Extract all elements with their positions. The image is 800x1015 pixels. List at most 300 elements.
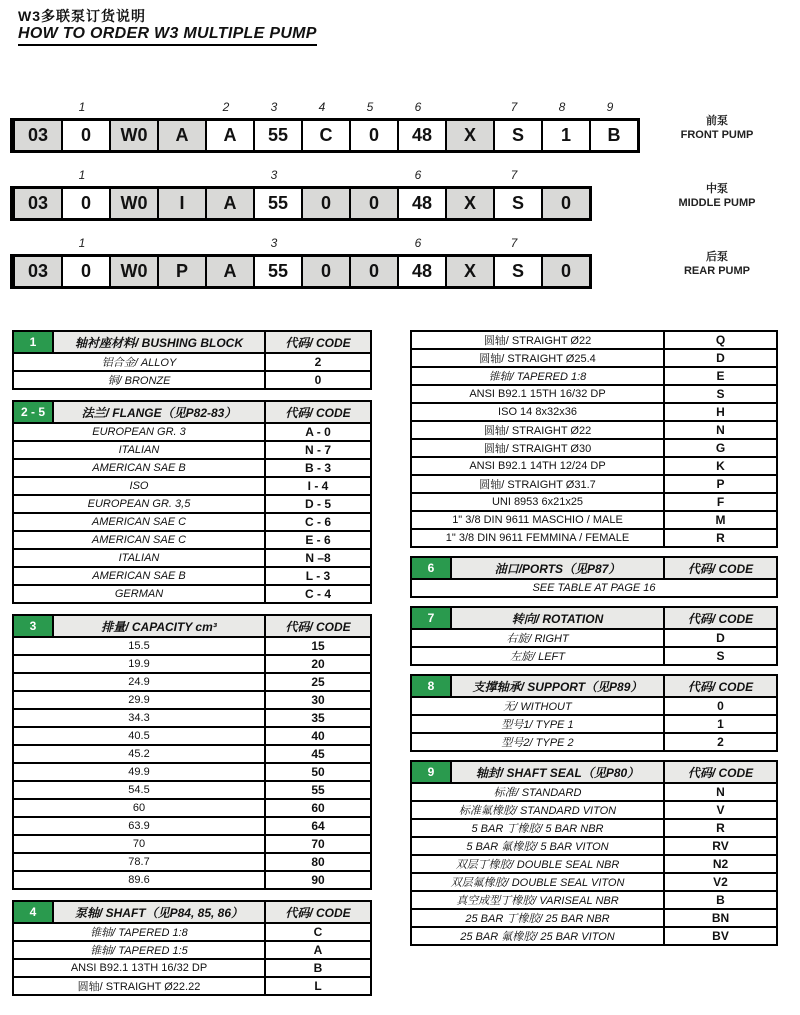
table-title: 排量/ CAPACITY cm³ — [101, 619, 217, 634]
option-code: 1 — [663, 716, 776, 732]
option-code: Q — [663, 332, 776, 348]
option-code: L — [264, 978, 370, 994]
table-row — [14, 656, 370, 674]
table-row — [412, 910, 776, 928]
code-cell: A — [205, 189, 253, 218]
table-title: 油口/PORTS（见P87） — [494, 561, 621, 576]
front-pump-label — [642, 114, 792, 142]
position-number — [106, 236, 154, 254]
option-name: 25 BAR 丁橡胶/ 25 BAR NBR — [465, 913, 610, 925]
position-number — [538, 236, 586, 254]
shaft-table — [12, 900, 372, 996]
code-cell: A — [157, 121, 205, 150]
option-name: 铝合金/ ALLOY — [101, 357, 177, 369]
option-code: 90 — [264, 872, 370, 888]
table-row — [412, 802, 776, 820]
option-name: 1" 3/8 DIN 9611 MASCHIO / MALE — [452, 514, 623, 526]
code-header: 代码/ CODE — [264, 616, 370, 636]
option-code: 64 — [264, 818, 370, 834]
table-row — [14, 960, 370, 978]
code-cell: 0 — [541, 189, 589, 218]
code-cells — [10, 254, 592, 289]
option-name: 63.9 — [128, 820, 150, 832]
table-row — [412, 928, 776, 944]
code-cell: 0 — [301, 189, 349, 218]
position-number — [10, 236, 58, 254]
option-name: AMERICAN SAE B — [92, 570, 186, 582]
option-code: 40 — [264, 728, 370, 744]
table-row — [14, 978, 370, 994]
code-cell: 0 — [349, 257, 397, 286]
position-numbers — [10, 168, 592, 186]
shaft-seal-table — [410, 760, 778, 946]
option-name: ITALIAN — [118, 444, 160, 456]
option-name: ANSI B92.1 13TH 16/32 DP — [70, 962, 208, 974]
option-name: 15.5 — [128, 640, 150, 652]
option-code: G — [663, 440, 776, 456]
option-name: 1" 3/8 DIN 9611 FEMMINA / FEMALE — [445, 532, 630, 544]
shaft-codes-continued-table — [410, 330, 778, 548]
table-title: 转向/ ROTATION — [511, 611, 604, 626]
option-name: 铜/ BRONZE — [107, 375, 171, 387]
table-row — [14, 442, 370, 460]
code-cell: 0 — [349, 121, 397, 150]
position-number — [346, 236, 394, 254]
table-row — [412, 530, 776, 546]
option-name: UNI 8953 6x21x25 — [491, 496, 584, 508]
table-row — [412, 494, 776, 512]
capacity-table — [12, 614, 372, 890]
option-name: 5 BAR 丁橡胶/ 5 BAR NBR — [471, 823, 604, 835]
option-code: N –8 — [264, 550, 370, 566]
option-name: 型号1/ TYPE 1 — [501, 719, 574, 731]
table-row — [412, 386, 776, 404]
position-number: 6 — [414, 236, 422, 250]
position-number: 1 — [78, 100, 86, 114]
position-number: 7 — [510, 100, 518, 114]
table-header — [14, 902, 370, 924]
position-number: 6 — [414, 168, 422, 182]
section-number-badge: 2 - 5 — [14, 402, 54, 422]
position-number: 3 — [270, 100, 278, 114]
code-cell: P — [157, 257, 205, 286]
code-cell: 0 — [349, 189, 397, 218]
position-number — [202, 236, 250, 254]
bushing-block-table — [12, 330, 372, 390]
table-row — [412, 838, 776, 856]
position-number — [154, 236, 202, 254]
option-code: E - 6 — [264, 532, 370, 548]
option-name: 49.9 — [128, 766, 150, 778]
option-code: A - 0 — [264, 424, 370, 440]
option-code: N — [663, 422, 776, 438]
position-number — [442, 100, 490, 118]
table-row — [412, 512, 776, 530]
option-code: L - 3 — [264, 568, 370, 584]
position-number: 7 — [510, 236, 518, 250]
option-code: E — [663, 368, 776, 384]
table-row — [14, 586, 370, 602]
table-title: 支撑轴承/ SUPPORT（见P89） — [472, 679, 643, 694]
code-cell: 03 — [13, 257, 61, 286]
option-code: C - 4 — [264, 586, 370, 602]
option-name: 右旋/ RIGHT — [506, 633, 569, 645]
section-number-badge: 1 — [14, 332, 54, 352]
option-code: B - 3 — [264, 460, 370, 476]
table-row — [14, 710, 370, 728]
table-row — [14, 424, 370, 442]
option-name: 双层丁橡胶/ DOUBLE SEAL NBR — [455, 859, 620, 871]
code-header: 代码/ CODE — [663, 608, 776, 628]
option-name: ISO — [129, 480, 149, 492]
rear-pump-code-strip — [10, 236, 750, 289]
pump-label-zh: 后泵 — [706, 251, 728, 263]
code-cell: 0 — [61, 121, 109, 150]
option-name: 34.3 — [128, 712, 150, 724]
option-code: N — [663, 784, 776, 800]
option-name: AMERICAN SAE B — [92, 462, 186, 474]
table-header — [412, 608, 776, 630]
option-name: 双层氟橡胶/ DOUBLE SEAL VITON — [450, 877, 625, 889]
option-name: ISO 14 8x32x36 — [498, 406, 577, 418]
code-cell: W0 — [109, 257, 157, 286]
table-row — [412, 440, 776, 458]
table-row — [412, 404, 776, 422]
code-header: 代码/ CODE — [663, 558, 776, 578]
table-row — [412, 784, 776, 802]
table-row — [14, 638, 370, 656]
option-code: V2 — [663, 874, 776, 890]
table-row — [14, 764, 370, 782]
code-cells — [10, 118, 640, 153]
position-number — [10, 100, 58, 118]
code-cell: 0 — [61, 257, 109, 286]
middle-pump-code-strip — [10, 168, 756, 221]
code-cell: 55 — [253, 189, 301, 218]
table-row — [412, 856, 776, 874]
option-code: V — [663, 802, 776, 818]
option-name: 19.9 — [128, 658, 150, 670]
option-name: 89.6 — [128, 874, 150, 886]
section-number-badge: 4 — [14, 902, 54, 922]
table-row — [14, 942, 370, 960]
table-row — [412, 350, 776, 368]
position-number: 5 — [366, 100, 374, 114]
code-cell: 0 — [301, 257, 349, 286]
option-name: 24.9 — [128, 676, 150, 688]
table-header — [412, 762, 776, 784]
code-cell: A — [205, 257, 253, 286]
table-row — [14, 782, 370, 800]
section-number-badge: 7 — [412, 608, 452, 628]
option-code: A — [264, 942, 370, 958]
table-header — [412, 676, 776, 698]
option-code: 2 — [663, 734, 776, 750]
option-name: 45.2 — [128, 748, 150, 760]
table-row — [14, 568, 370, 586]
section-number-badge: 3 — [14, 616, 54, 636]
section-number-badge: 8 — [412, 676, 452, 696]
option-code: 2 — [264, 354, 370, 370]
code-cell: B — [589, 121, 637, 150]
code-header: 代码/ CODE — [264, 902, 370, 922]
option-code: D - 5 — [264, 496, 370, 512]
table-row — [412, 422, 776, 440]
code-header: 代码/ CODE — [264, 332, 370, 352]
option-code: 80 — [264, 854, 370, 870]
option-code: BN — [663, 910, 776, 926]
table-row — [14, 496, 370, 514]
code-cell: X — [445, 121, 493, 150]
table-row — [14, 800, 370, 818]
pump-label-en: MIDDLE PUMP — [678, 197, 756, 209]
option-name: 54.5 — [128, 784, 150, 796]
option-code: BV — [663, 928, 776, 944]
option-name: 圆轴/ STRAIGHT Ø22.22 — [77, 981, 201, 993]
flange-table — [12, 400, 372, 604]
code-cell: S — [493, 257, 541, 286]
option-code: P — [663, 476, 776, 492]
option-name: 左旋/ LEFT — [509, 651, 565, 663]
position-number — [10, 168, 58, 186]
option-code: 70 — [264, 836, 370, 852]
table-row — [14, 460, 370, 478]
option-name: 圆轴/ STRAIGHT Ø30 — [483, 443, 592, 455]
option-code: 15 — [264, 638, 370, 654]
position-number: 1 — [78, 168, 86, 182]
table-row — [14, 550, 370, 568]
table-row — [412, 580, 776, 596]
option-code: C - 6 — [264, 514, 370, 530]
table-title: 法兰/ FLANGE（见P82-83） — [81, 405, 237, 420]
option-code: K — [663, 458, 776, 474]
table-title: 轴封/ SHAFT SEAL（见P80） — [475, 765, 640, 780]
position-number — [154, 100, 202, 118]
option-name: EUROPEAN GR. 3 — [92, 426, 186, 438]
option-code: 0 — [663, 698, 776, 714]
option-name: 70 — [132, 838, 146, 850]
option-name: 无/ WITHOUT — [503, 701, 572, 713]
option-name: 锥轴/ TAPERED 1:8 — [90, 927, 188, 939]
option-code: 20 — [264, 656, 370, 672]
code-cell: X — [445, 257, 493, 286]
table-row — [14, 818, 370, 836]
table-row — [14, 372, 370, 388]
option-code: S — [663, 386, 776, 402]
table-header — [14, 332, 370, 354]
option-name: 标准/ STANDARD — [493, 787, 582, 799]
code-header: 代码/ CODE — [663, 762, 776, 782]
middle-pump-label — [642, 182, 792, 210]
table-title: 泵轴/ SHAFT（见P84, 85, 86） — [74, 905, 244, 920]
table-row — [412, 458, 776, 476]
option-code: 55 — [264, 782, 370, 798]
option-name: 圆轴/ STRAIGHT Ø25.4 — [479, 353, 596, 365]
pump-label-zh: 前泵 — [706, 115, 728, 127]
table-row — [412, 874, 776, 892]
position-number: 9 — [606, 100, 614, 114]
code-cell: S — [493, 189, 541, 218]
option-name: 圆轴/ STRAIGHT Ø31.7 — [479, 479, 596, 491]
code-cell: 1 — [541, 121, 589, 150]
code-cell: 0 — [541, 257, 589, 286]
table-row — [412, 698, 776, 716]
code-cell: 03 — [13, 189, 61, 218]
table-row — [14, 872, 370, 888]
option-name: AMERICAN SAE C — [91, 534, 187, 546]
position-number — [106, 168, 154, 186]
option-code: M — [663, 512, 776, 528]
left-table-column — [12, 330, 372, 1006]
table-row — [14, 532, 370, 550]
option-name: 锥轴/ TAPERED 1:8 — [488, 371, 587, 383]
option-name: 锥轴/ TAPERED 1:5 — [90, 945, 188, 957]
section-number-badge: 6 — [412, 558, 452, 578]
option-code: H — [663, 404, 776, 420]
option-name: 29.9 — [128, 694, 150, 706]
table-row — [412, 734, 776, 750]
position-number: 4 — [318, 100, 326, 114]
option-name: 5 BAR 氟橡胶/ 5 BAR VITON — [466, 841, 609, 853]
page-title-zh: W3多联泵订货说明 — [18, 8, 146, 24]
position-number — [538, 168, 586, 186]
rotation-table — [410, 606, 778, 666]
option-name: 60 — [132, 802, 146, 814]
option-name: AMERICAN SAE C — [91, 516, 187, 528]
option-code: N2 — [663, 856, 776, 872]
option-code: C — [264, 924, 370, 940]
option-code: 50 — [264, 764, 370, 780]
position-number: 1 — [78, 236, 86, 250]
position-number — [298, 168, 346, 186]
table-row — [14, 924, 370, 942]
position-number — [202, 168, 250, 186]
option-code: 35 — [264, 710, 370, 726]
position-number — [154, 168, 202, 186]
pump-label-en: REAR PUMP — [683, 265, 750, 277]
option-name: ANSI B92.1 15TH 16/32 DP — [469, 388, 606, 400]
option-name: ANSI B92.1 14TH 12/24 DP — [469, 460, 606, 472]
option-code: B — [663, 892, 776, 908]
table-row — [14, 674, 370, 692]
option-name: ITALIAN — [118, 552, 160, 564]
code-cell: 48 — [397, 257, 445, 286]
option-code: RV — [663, 838, 776, 854]
position-number: 7 — [510, 168, 518, 182]
table-header — [14, 402, 370, 424]
front-pump-code-strip — [10, 100, 754, 153]
ports-table — [410, 556, 778, 598]
option-code: 60 — [264, 800, 370, 816]
code-cell: S — [493, 121, 541, 150]
option-name: 圆轴/ STRAIGHT Ø22 — [483, 425, 592, 437]
position-number: 8 — [558, 100, 566, 114]
option-code: D — [663, 630, 776, 646]
code-header: 代码/ CODE — [663, 676, 776, 696]
code-cell: C — [301, 121, 349, 150]
code-cell: 48 — [397, 189, 445, 218]
table-row — [14, 514, 370, 532]
table-row — [14, 728, 370, 746]
table-row — [412, 892, 776, 910]
option-code: F — [663, 494, 776, 510]
option-code: B — [264, 960, 370, 976]
code-cell: 03 — [13, 121, 61, 150]
code-cell: 0 — [61, 189, 109, 218]
option-name: SEE TABLE AT PAGE 16 — [532, 582, 656, 594]
position-numbers — [10, 100, 640, 118]
code-cell: 55 — [253, 257, 301, 286]
code-header: 代码/ CODE — [264, 402, 370, 422]
option-name: GERMAN — [114, 588, 164, 600]
code-cell: W0 — [109, 189, 157, 218]
option-code: R — [663, 820, 776, 836]
code-cell: X — [445, 189, 493, 218]
code-cell: 48 — [397, 121, 445, 150]
option-code: R — [663, 530, 776, 546]
table-row — [14, 836, 370, 854]
position-number: 2 — [222, 100, 230, 114]
position-number: 6 — [414, 100, 422, 114]
position-number: 3 — [270, 168, 278, 182]
option-name: 78.7 — [128, 856, 150, 868]
option-name: 40.5 — [128, 730, 150, 742]
table-row — [412, 716, 776, 734]
option-name: 型号2/ TYPE 2 — [501, 737, 574, 749]
pump-label-en: FRONT PUMP — [680, 129, 754, 141]
option-name: EUROPEAN GR. 3,5 — [87, 498, 191, 510]
table-header — [412, 558, 776, 580]
code-cell: I — [157, 189, 205, 218]
option-code: S — [663, 648, 776, 664]
section-number-badge: 9 — [412, 762, 452, 782]
option-code: 45 — [264, 746, 370, 762]
option-code: I - 4 — [264, 478, 370, 494]
page-title-en: HOW TO ORDER W3 MULTIPLE PUMP — [18, 25, 317, 46]
rear-pump-label — [642, 250, 792, 278]
pump-label-zh: 中泵 — [706, 183, 728, 195]
option-code: N - 7 — [264, 442, 370, 458]
position-number — [298, 236, 346, 254]
option-name: 真空成型丁橡胶/ VARISEAL NBR — [456, 895, 619, 907]
table-row — [14, 854, 370, 872]
option-code: D — [663, 350, 776, 366]
table-row — [14, 746, 370, 764]
option-code: 30 — [264, 692, 370, 708]
table-row — [412, 368, 776, 386]
table-row — [412, 332, 776, 350]
position-number — [106, 100, 154, 118]
option-name: 标准氟橡胶/ STANDARD VITON — [458, 805, 617, 817]
table-row — [412, 648, 776, 664]
support-table — [410, 674, 778, 752]
code-cell: W0 — [109, 121, 157, 150]
table-header — [14, 616, 370, 638]
position-number — [442, 236, 490, 254]
option-code: 25 — [264, 674, 370, 690]
position-number: 3 — [270, 236, 278, 250]
position-numbers — [10, 236, 592, 254]
table-row — [412, 820, 776, 838]
code-cells — [10, 186, 592, 221]
table-row — [14, 354, 370, 372]
code-cell: 55 — [253, 121, 301, 150]
option-code: 0 — [264, 372, 370, 388]
table-title: 轴衬座材料/ BUSHING BLOCK — [74, 335, 243, 350]
option-name: 圆轴/ STRAIGHT Ø22 — [483, 335, 592, 347]
position-number — [442, 168, 490, 186]
table-row — [412, 630, 776, 648]
